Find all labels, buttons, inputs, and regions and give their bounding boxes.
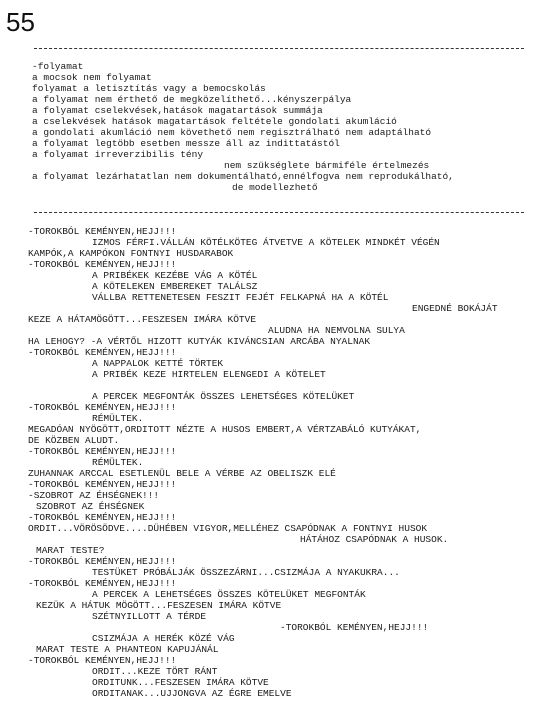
verse-line: -TOROKBÓL KEMÉNYEN,HEJJ!!!: [28, 578, 177, 589]
verse-line: A NAPPALOK KETTÉ TÖRTEK: [92, 358, 224, 369]
verse-line: [0, 380, 540, 391]
verse-line: TESTÜKET PRÓBÁLJÁK ÖSSZEZÁRNI...CSIZMÁJA A NYAKUKRA...: [92, 567, 400, 578]
verse-line: A PRIBÉKEK KEZÉBE VÁG A KÖTÉL: [92, 270, 258, 281]
text-line: a folyamat legtöbb esetben messze áll az indittatástól: [32, 138, 340, 149]
text-line: a folyamat irreverzibilis tény: [32, 149, 204, 160]
verse-line: ORDITANAK...UJJONGVA AZ ÉGRE EMELVE: [92, 688, 292, 699]
verse-line: -TOROKBÓL KEMÉNYEN,HEJJ!!!: [280, 622, 429, 633]
verse-line: MARAT TESTE?: [36, 545, 105, 556]
text-line: nem szükséglete bármiféle értelmezés: [224, 160, 430, 171]
verse-line: ORDIT...KEZE TÖRT RÁNT: [92, 666, 218, 677]
verse-line: -TOROKBÓL KEMÉNYEN,HEJJ!!!: [28, 402, 177, 413]
text-line: de modellezhető: [232, 182, 318, 193]
verse-line: RÉMÜLTEK.: [92, 413, 144, 424]
verse-line: KEZE A HÁTAMÖGÖTT...FESZESEN IMÁRA KÖTVE: [28, 314, 257, 325]
divider-top: [34, 48, 524, 49]
text-line: a cselekvések hatások magatartások feltétele gondolati akumláció: [32, 116, 397, 127]
verse-line: A PRIBÉK KEZE HIRTELEN ELENGEDI A KÖTELET: [92, 369, 326, 380]
verse-line: RÉMÜLTEK.: [92, 457, 144, 468]
verse-line: A PERCEK A LEHETSÉGES ÖSSZES KÖTELÜKET MEGFONTÁK: [92, 589, 366, 600]
verse-line: CSIZMÁJA A HERÉK KÖZÉ VÁG: [92, 633, 235, 644]
verse-line: -TOROKBÓL KEMÉNYEN,HEJJ!!!: [28, 347, 177, 358]
text-line: folyamat a letisztítás vagy a bemocskolás: [32, 83, 266, 94]
verse-line: ORDITUNK...FESZESEN IMÁRA KÖTVE: [92, 677, 269, 688]
page-number: 55: [6, 7, 35, 37]
verse-line: SZOBROT AZ ÉHSÉGNEK: [36, 501, 145, 512]
text-line: a gondolati akumláció nem követhető nem regisztrálható nem adaptálható: [32, 127, 432, 138]
verse-line: -TOROKBÓL KEMÉNYEN,HEJJ!!!: [28, 446, 177, 457]
verse-line: -TOROKBÓL KEMÉNYEN,HEJJ!!!: [28, 512, 177, 523]
text-line: a folyamat lezárhatatlan nem dokumentálható,ennélfogva nem reprodukálható,: [32, 171, 454, 182]
prose-section-folyamat: [0, 61, 540, 193]
verse-line: HÁTÁHOZ CSAPÓDNAK A HUSOK.: [300, 534, 449, 545]
text-line: a folyamat cselekvések,hatások magatartások summája: [32, 105, 323, 116]
divider-middle: [34, 212, 524, 213]
verse-line: A KÖTELEKEN EMBEREKET TALÁLSZ: [92, 281, 258, 292]
verse-line: SZÉTNYILLOTT A TÉRDE: [92, 611, 207, 622]
verse-line: -TOROKBÓL KEMÉNYEN,HEJJ!!!: [28, 259, 177, 270]
verse-line: MARAT TESTE A PHANTEON KAPUJÁNÁL: [36, 644, 219, 655]
verse-line: ORDIT...VÖRÖSÖDVE....DÜHÉBEN VIGYOR,MELLÉHEZ CSAPÓDNAK A FONTNYI HUSOK: [28, 523, 428, 534]
verse-line: -TOROKBÓL KEMÉNYEN,HEJJ!!!: [28, 655, 177, 666]
verse-line: A PERCEK MEGFONTÁK ÖSSZES LEHETSÉGES KÖTELÜKET: [92, 391, 355, 402]
verse-line: -TOROKBÓL KEMÉNYEN,HEJJ!!!: [28, 226, 177, 237]
poem-section-torokbol: [0, 226, 540, 699]
verse-line: KAMPÓK,A KAMPÓKON FONTNYI HUSDARABOK: [28, 248, 234, 259]
verse-line: VÁLLBA RETTENETESEN FESZIT FEJÉT FELKAPNÁ HA A KÖTÉL: [92, 292, 389, 303]
verse-line: ALUDNA HA NEMVOLNA SULYA: [268, 325, 405, 336]
text-line: a mocsok nem folyamat: [32, 72, 152, 83]
verse-line: -TOROKBÓL KEMÉNYEN,HEJJ!!!: [28, 556, 177, 567]
verse-line: -TOROKBÓL KEMÉNYEN,HEJJ!!!: [28, 479, 177, 490]
verse-line: IZMOS FÉRFI.VÁLLÁN KÖTÉLKÖTEG ÁTVETVE A KÖTELEK MINDKÉT VÉGÉN: [92, 237, 440, 248]
verse-line: ENGEDNÉ BOKÁJÁT: [412, 303, 498, 314]
verse-line: ZUHANNAK ARCCAL ESETLENÜL BELE A VÉRBE AZ OBELISZK ELÉ: [28, 468, 336, 479]
verse-line: KEZÜK A HÁTUK MÖGÖTT...FESZESEN IMÁRA KÖTVE: [36, 600, 282, 611]
text-line: -folyamat: [32, 61, 84, 72]
verse-line: DE KÖZBEN ALUDT.: [28, 435, 120, 446]
verse-line: MEGADÓAN NYÖGÖTT,ORDITOTT NÉZTE A HUSOS EMBERT,A VÉRTZABÁLÓ KUTYÁKAT,: [28, 424, 422, 435]
text-line: a folyamat nem érthető de megközelíthető...kényszerpálya: [32, 94, 352, 105]
verse-line: HA LEHOGY? -A VÉRTŐL HIZOTT KUTYÁK KIVÁNCSIAN ARCÁBA NYALNAK: [28, 336, 371, 347]
verse-line: -SZOBROT AZ ÉHSÉGNEK!!!: [28, 490, 160, 501]
